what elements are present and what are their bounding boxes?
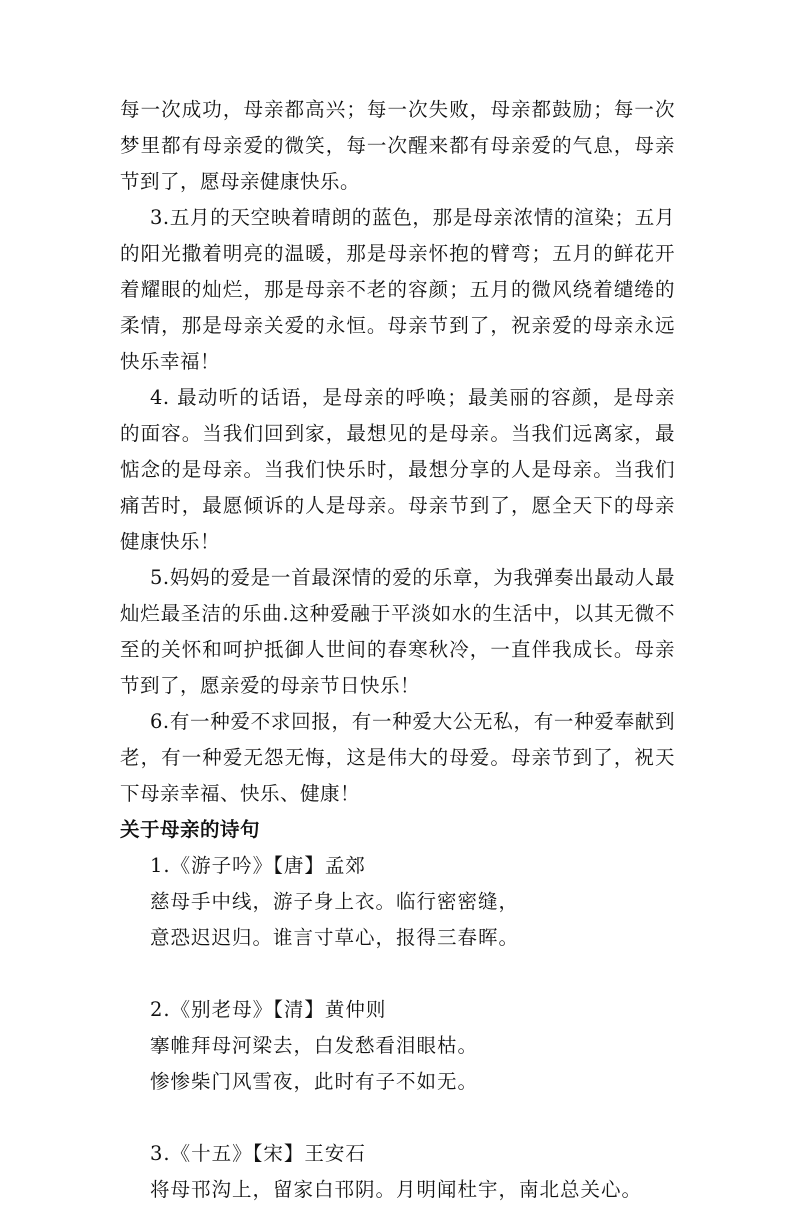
paragraph-2: 3.五月的天空映着晴朗的蓝色，那是母亲浓情的渲染；五月的阳光撒着明亮的温暖，那是母亲怀抱的臂弯；五月的鲜花开着耀眼的灿烂，那是母亲不老的容颜；五月的微风绕着缱绻的柔情，那是母亲关爱的永恒。母亲节到了，祝亲爱的母亲永远快乐幸福！	[120, 206, 675, 373]
poem-title: 1.《游子吟》【唐】孟郊	[150, 854, 366, 877]
poem-3	[120, 1136, 675, 1208]
poem-line: 慈母手中线，游子身上衣。临行密密缝，	[150, 890, 520, 913]
poem-line: 惨惨柴门风雪夜，此时有子不如无。	[150, 1070, 479, 1093]
poem-2	[120, 992, 675, 1100]
poem-title: 3.《十五》【宋】王安石	[150, 1142, 366, 1165]
spacer	[120, 956, 675, 992]
spacer	[120, 1100, 675, 1136]
poem-1	[120, 848, 675, 956]
paragraph-5: 6.有一种爱不求回报，有一种爱大公无私，有一种爱奉献到老，有一种爱无怨无悔，这是伟大的母爱。母亲节到了，祝天下母亲幸福、快乐、健康！	[120, 710, 675, 805]
poem-title: 2.《别老母》【清】黄仲则	[150, 998, 387, 1021]
poem-line: 将母邗沟上，留家白邗阴。月明闻杜宇，南北总关心。	[150, 1178, 643, 1201]
section-title: 关于母亲的诗句	[120, 818, 261, 841]
paragraph-1: 每一次成功，母亲都高兴；每一次失败，母亲都鼓励；每一次梦里都有母亲爱的微笑，每一次醒来都有母亲爱的气息，母亲节到了，愿母亲健康快乐。	[120, 98, 675, 193]
paragraph-4: 5.妈妈的爱是一首最深情的爱的乐章，为我弹奏出最动人最灿烂最圣洁的乐曲.这种爱融于平淡如水的生活中，以其无微不至的关怀和呵护抵御人世间的春寒秋冷，一直伴我成长。母亲节到了，愿亲爱的母亲节日快乐！	[120, 566, 675, 697]
poem-line: 搴帷拜母河梁去，白发愁看泪眼枯。	[150, 1034, 479, 1057]
document-page	[120, 92, 675, 1208]
paragraph-3: 4. 最动听的话语，是母亲的呼唤；最美丽的容颜，是母亲的面容。当我们回到家，最想见的是母亲。当我们远离家，最惦念的是母亲。当我们快乐时，最想分享的人是母亲。当我们痛苦时，最愿倾诉的人是母亲。母亲节到了，愿全天下的母亲健康快乐！	[120, 386, 675, 553]
poem-line: 意恐迟迟归。谁言寸草心，报得三春晖。	[150, 926, 520, 949]
